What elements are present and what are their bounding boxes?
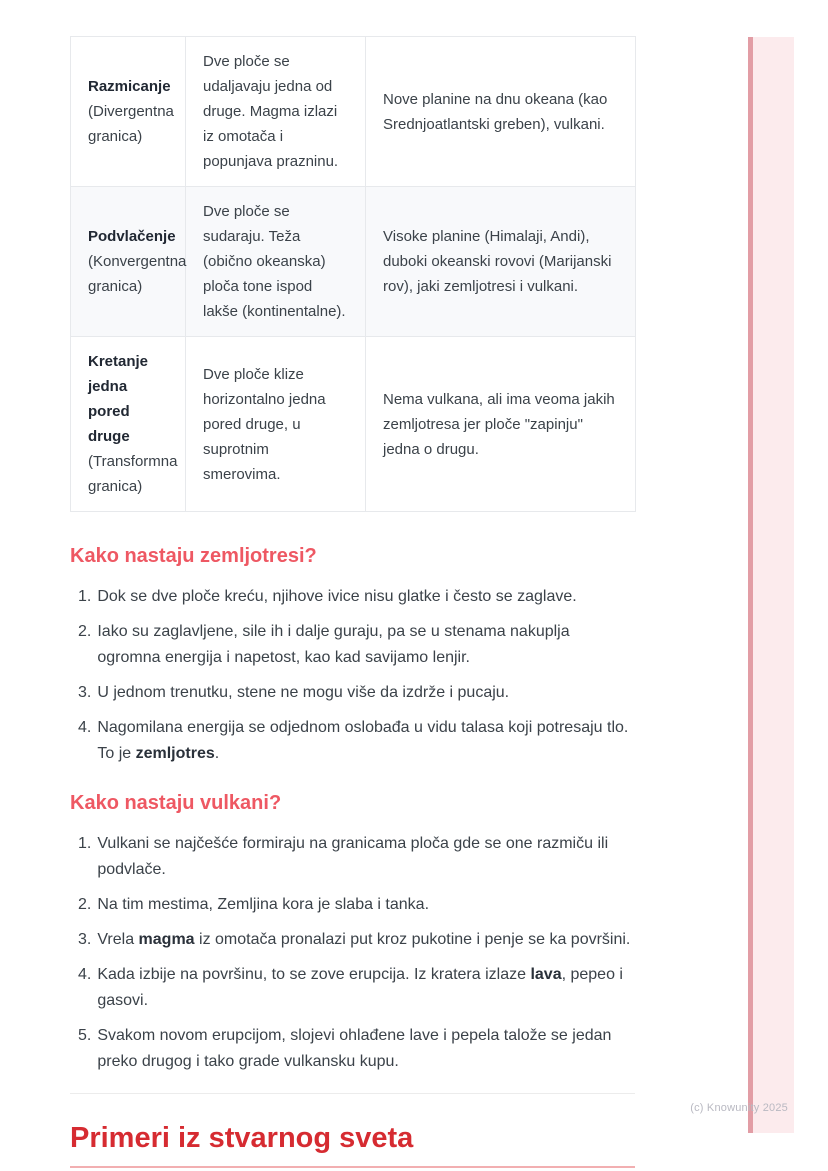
bold-term: magma	[138, 931, 195, 948]
item-text: Iako su zaglavljene, sile ih i dalje guraju, pa se u stenama nakuplja ogromna energija i napetost, kao kad savijamo lenjir.	[97, 623, 570, 666]
term-label: Razmicanje	[88, 78, 171, 95]
item-text: Dok se dve ploče kreću, njihove ivice nisu glatke i često se zaglave.	[97, 588, 577, 605]
result-cell: Visoke planine (Himalaji, Andi), duboki okeanski rovovi (Marijanski rov), jaki zemljotresi i vulkani.	[366, 187, 636, 337]
process-cell: Dve ploče se sudaraju. Teža (obično okeanska) ploča tone ispod lakše (kontinentalne).	[186, 187, 366, 337]
result-cell: Nema vulkana, ali ima veoma jakih zemljotresa jer ploče "zapinju" jedna o drugu.	[366, 337, 636, 512]
item-text: Na tim mestima, Zemljina kora je slaba i tanka.	[97, 896, 430, 913]
item-number: 3.	[78, 931, 92, 948]
plate-boundaries-table	[70, 36, 636, 512]
term-cell	[71, 37, 186, 187]
list-item	[78, 1023, 635, 1075]
list-item	[78, 715, 635, 767]
term-qualifier: (Transformna granica)	[88, 453, 178, 495]
list-item	[78, 680, 635, 706]
term-cell	[71, 337, 186, 512]
footer-copyright: (c) Knowunity 2025	[690, 1102, 788, 1114]
list-item	[78, 962, 635, 1014]
list-item	[78, 892, 635, 918]
item-text: Vrela magma iz omotača pronalazi put kroz pukotine i penje se ka površini.	[97, 931, 631, 948]
item-number: 2.	[78, 623, 92, 640]
list-item	[78, 619, 635, 671]
item-number: 1.	[78, 835, 92, 852]
section-divider	[70, 1093, 635, 1094]
volcanoes-list	[70, 831, 635, 1075]
document-content	[70, 36, 635, 1168]
term-qualifier: (Divergentna granica)	[88, 103, 174, 145]
item-text: Vulkani se najčešće formiraju na granicama ploča gde se one razmiču ili podvlače.	[97, 835, 609, 878]
table-row	[71, 337, 636, 512]
main-heading-examples: Primeri iz stvarnog sveta	[70, 1120, 635, 1168]
table-row	[71, 187, 636, 337]
item-number: 1.	[78, 588, 92, 605]
item-number: 3.	[78, 684, 92, 701]
list-item	[78, 831, 635, 883]
item-number: 2.	[78, 896, 92, 913]
process-cell: Dve ploče klize horizontalno jedna pored druge, u suprotnim smerovima.	[186, 337, 366, 512]
process-cell: Dve ploče se udaljavaju jedna od druge. Magma izlazi iz omotača i popunjava prazninu.	[186, 37, 366, 187]
earthquakes-list	[70, 584, 635, 767]
side-ribbon	[748, 37, 794, 1133]
result-cell: Nove planine na dnu okeana (kao Srednjoatlantski greben), vulkani.	[366, 37, 636, 187]
volcanoes-heading: Kako nastaju vulkani?	[70, 792, 282, 814]
item-number: 4.	[78, 719, 92, 736]
earthquakes-heading: Kako nastaju zemljotresi?	[70, 545, 317, 567]
term-label: Kretanje jedna pored druge	[88, 353, 149, 445]
list-item	[78, 927, 635, 953]
list-item	[78, 584, 635, 610]
term-label: Podvlačenje	[88, 228, 176, 245]
item-text: Nagomilana energija se odjednom oslobađa u vidu talasa koji potresaju tlo. To je zemljotres.	[97, 719, 629, 762]
table-row	[71, 37, 636, 187]
term-cell	[71, 187, 186, 337]
bold-term: zemljotres	[135, 745, 215, 762]
item-text: Kada izbije na površinu, to se zove erupcija. Iz kratera izlaze lava, pepeo i gasovi.	[97, 966, 623, 1009]
item-number: 5.	[78, 1027, 92, 1044]
item-text: U jednom trenutku, stene ne mogu više da izdrže i pucaju.	[97, 684, 510, 701]
term-qualifier: (Konvergentna granica)	[88, 253, 187, 295]
item-number: 4.	[78, 966, 92, 983]
item-text: Svakom novom erupcijom, slojevi ohlađene lave i pepela talože se jedan preko drugog i tako grade vulkansku kupu.	[97, 1027, 612, 1070]
bold-term: lava	[530, 966, 562, 983]
